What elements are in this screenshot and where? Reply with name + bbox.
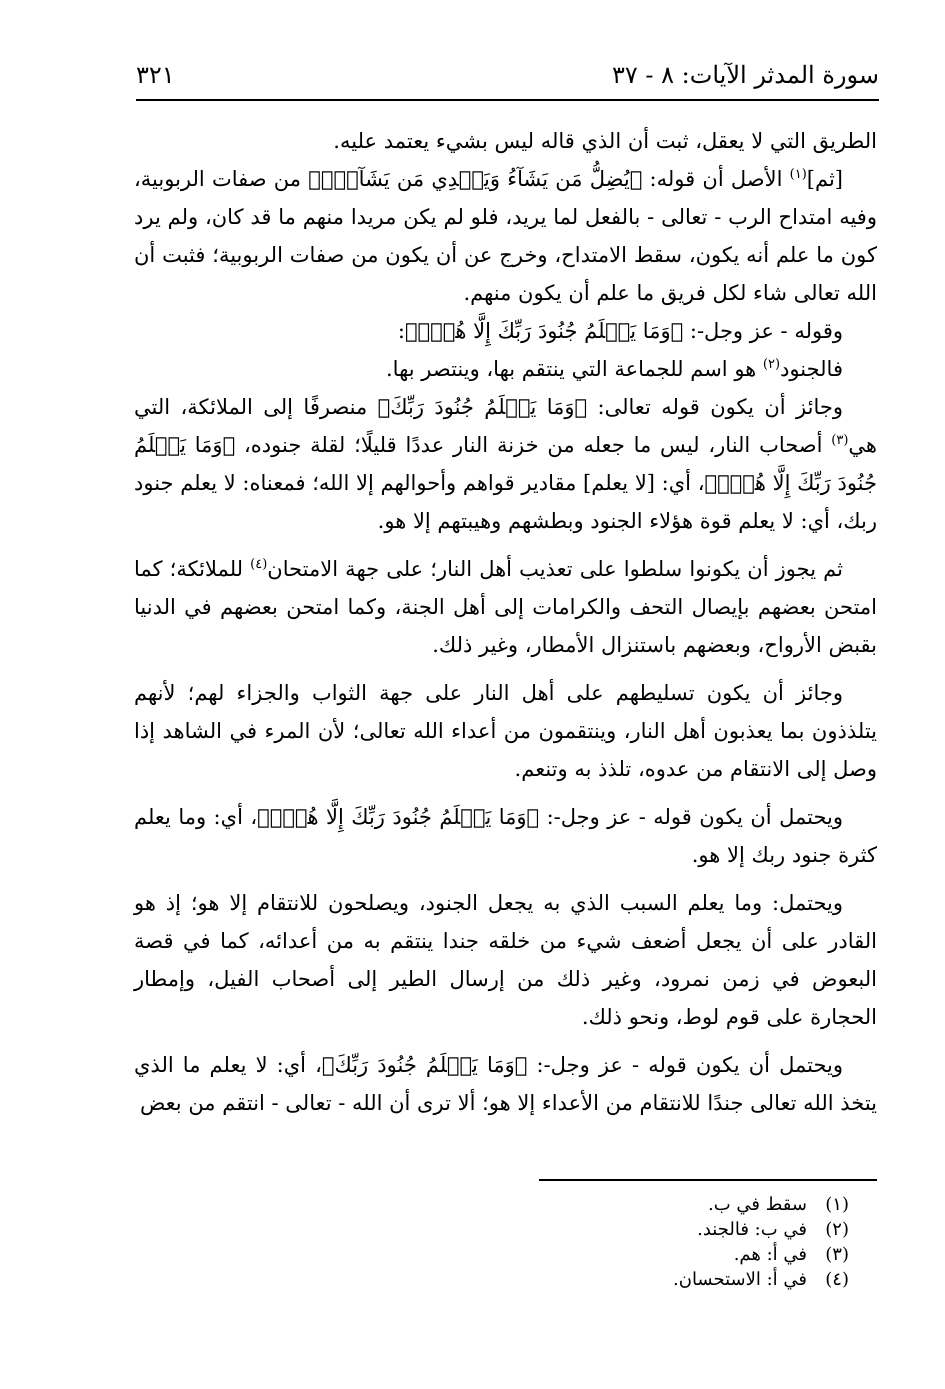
- footnote: (٢)في ب: فالجند.: [697, 1219, 849, 1240]
- running-header: [136, 55, 879, 95]
- quran-quote: ﴿ وَمَا يَعۡلَمُ جُنُودَ رَبِّكَ إِلَّا هُوَۚ ﴾: [257, 805, 539, 829]
- quran-quote: ﴿ وَمَا يَعۡلَمُ جُنُودَ رَبِّكَ إِلَّا هُوَۚ ﴾: [405, 319, 683, 343]
- footnote: (٤)في أ: الاستحسان.: [673, 1269, 849, 1290]
- footnote-marker: (٤): [250, 557, 268, 572]
- page-number: ٣٢١: [136, 61, 175, 89]
- quran-quote: ﴿ وَمَا يَعۡلَمُ جُنُودَ رَبِّكَ ﴾: [322, 1053, 528, 1077]
- footnote-marker: (٢): [762, 357, 781, 372]
- quran-quote: ﴿ وَمَا يَعۡلَمُ جُنُودَ رَبِّكَ ﴾: [378, 395, 587, 419]
- paragraph: فالجنود$^{(٢)}$ هو اسم للجماعة التي ينتقم بها، وينتصر بها.: [386, 357, 843, 381]
- paragraph: ويحتمل أن يكون قوله - عز وجل-: ﴿ وَمَا يَعۡلَمُ جُنُودَ رَبِّكَ ﴾، أي: لا يعلم ما الذي يتخذ الله تعالى جندًا للانتقام من الأعداء إلا هو؛ ألا ترى أن الله - تعالى - انتقم من بعض: [134, 1046, 877, 1122]
- footnote: (١)سقط في ب.: [708, 1194, 849, 1215]
- paragraph: ثم يجوز أن يكونوا سلطوا على تعذيب أهل النار؛ على جهة الامتحان$^{(٤)}$ للملائكة؛ كما امتحن بعضهم بإيصال التحف والكرامات إلى أهل الجنة، وكما امتحن بعضهم في الدنيا بقبض الأرواح، وبعضهم باستنزال الأمطار، وغير ذلك.: [134, 557, 877, 657]
- paragraph: [ثم]$^{(١)}$ الأصل أن قوله: ﴿ يُضِلُّ مَن يَشَآءُ وَيَهۡدِي مَن يَشَآءُۚ ﴾ من صفات الربوبية، وفيه امتداح الرب - تعالى - بالفعل لما يريد، فلو لم يكن مريدا منهم ما قد كان، ولم يرد كون ما علم أنه يكون، سقط الامتداح، وخرج عن أن يكون من صفات الربوبية؛ فثبت أن الله تعالى شاء لكل فريق ما علم أن يكون منهم.: [134, 160, 877, 312]
- paragraph: وجائز أن يكون تسليطهم على أهل النار على جهة الثواب والجزاء لهم؛ لأنهم يتلذذون بما يعذبون أهل النار، وينتقمون من أعداء الله تعالى؛ لأن المرء في الشاهد إذا وصل إلى الانتقام من عدوه، تلذذ به وتنعم.: [134, 681, 877, 781]
- footnotes: [449, 1192, 849, 1292]
- running-header-title: سورة المدثر الآيات: ٨ - ٣٧: [611, 61, 879, 89]
- header-divider: [136, 99, 879, 101]
- quran-quote: ﴿ يُضِلُّ مَن يَشَآءُ وَيَهۡدِي مَن يَشَآءُۚ ﴾: [308, 167, 642, 191]
- paragraph: وقوله - عز وجل-: ﴿ وَمَا يَعۡلَمُ جُنُودَ رَبِّكَ إِلَّا هُوَۚ ﴾:: [134, 312, 877, 350]
- paragraph: ويحتمل أن يكون قوله - عز وجل-: ﴿ وَمَا يَعۡلَمُ جُنُودَ رَبِّكَ إِلَّا هُوَۚ ﴾، أي: وما يعلم كثرة جنود ربك إلا هو.: [134, 798, 877, 874]
- footnote: (٣)في أ: هم.: [733, 1244, 849, 1265]
- main-text: [134, 122, 877, 1122]
- paragraph: وجائز أن يكون قوله تعالى: ﴿ وَمَا يَعۡلَمُ جُنُودَ رَبِّكَ ﴾ منصرفًا إلى الملائكة، التي هي$^{(٣)}$ أصحاب النار، ليس ما جعله من خزنة النار عددًا قليلًا؛ لقلة جنوده، ﴿ وَمَا يَعۡلَمُ جُنُودَ رَبِّكَ إِلَّا هُوَۚ ﴾، أي: [لا يعلم] مقادير قواهم وأحوالهم إلا الله؛ فمعناه: لا يعلم جنود ربك، أي: لا يعلم قوة هؤلاء الجنود وبطشهم وهيبتهم إلا هو.: [134, 388, 877, 540]
- footnote-marker: (١): [789, 167, 807, 182]
- footnote-divider: [539, 1179, 877, 1181]
- paragraph: الطريق التي لا يعقل، ثبت أن الذي قاله ليس بشيء يعتمد عليه.: [333, 129, 877, 153]
- quran-quote: ﴿ وَمَا يَعۡلَمُ جُنُودَ رَبِّكَ إِلَّا هُوَۚ ﴾: [134, 433, 877, 495]
- footnote-marker: (٣): [831, 433, 849, 448]
- paragraph: ويحتمل: وما يعلم السبب الذي به يجعل الجنود، ويصلحون للانتقام إلا هو؛ إذ هو القادر على أن يجعل أضعف شيء من خلقه جندا ينتقم به من أعدائه، كما في قصة البعوض في زمن نمرود، وغير ذلك من إرسال الطير إلى أصحاب الفيل، وإمطار الحجارة على قوم لوط، ونحو ذلك.: [134, 891, 877, 1029]
